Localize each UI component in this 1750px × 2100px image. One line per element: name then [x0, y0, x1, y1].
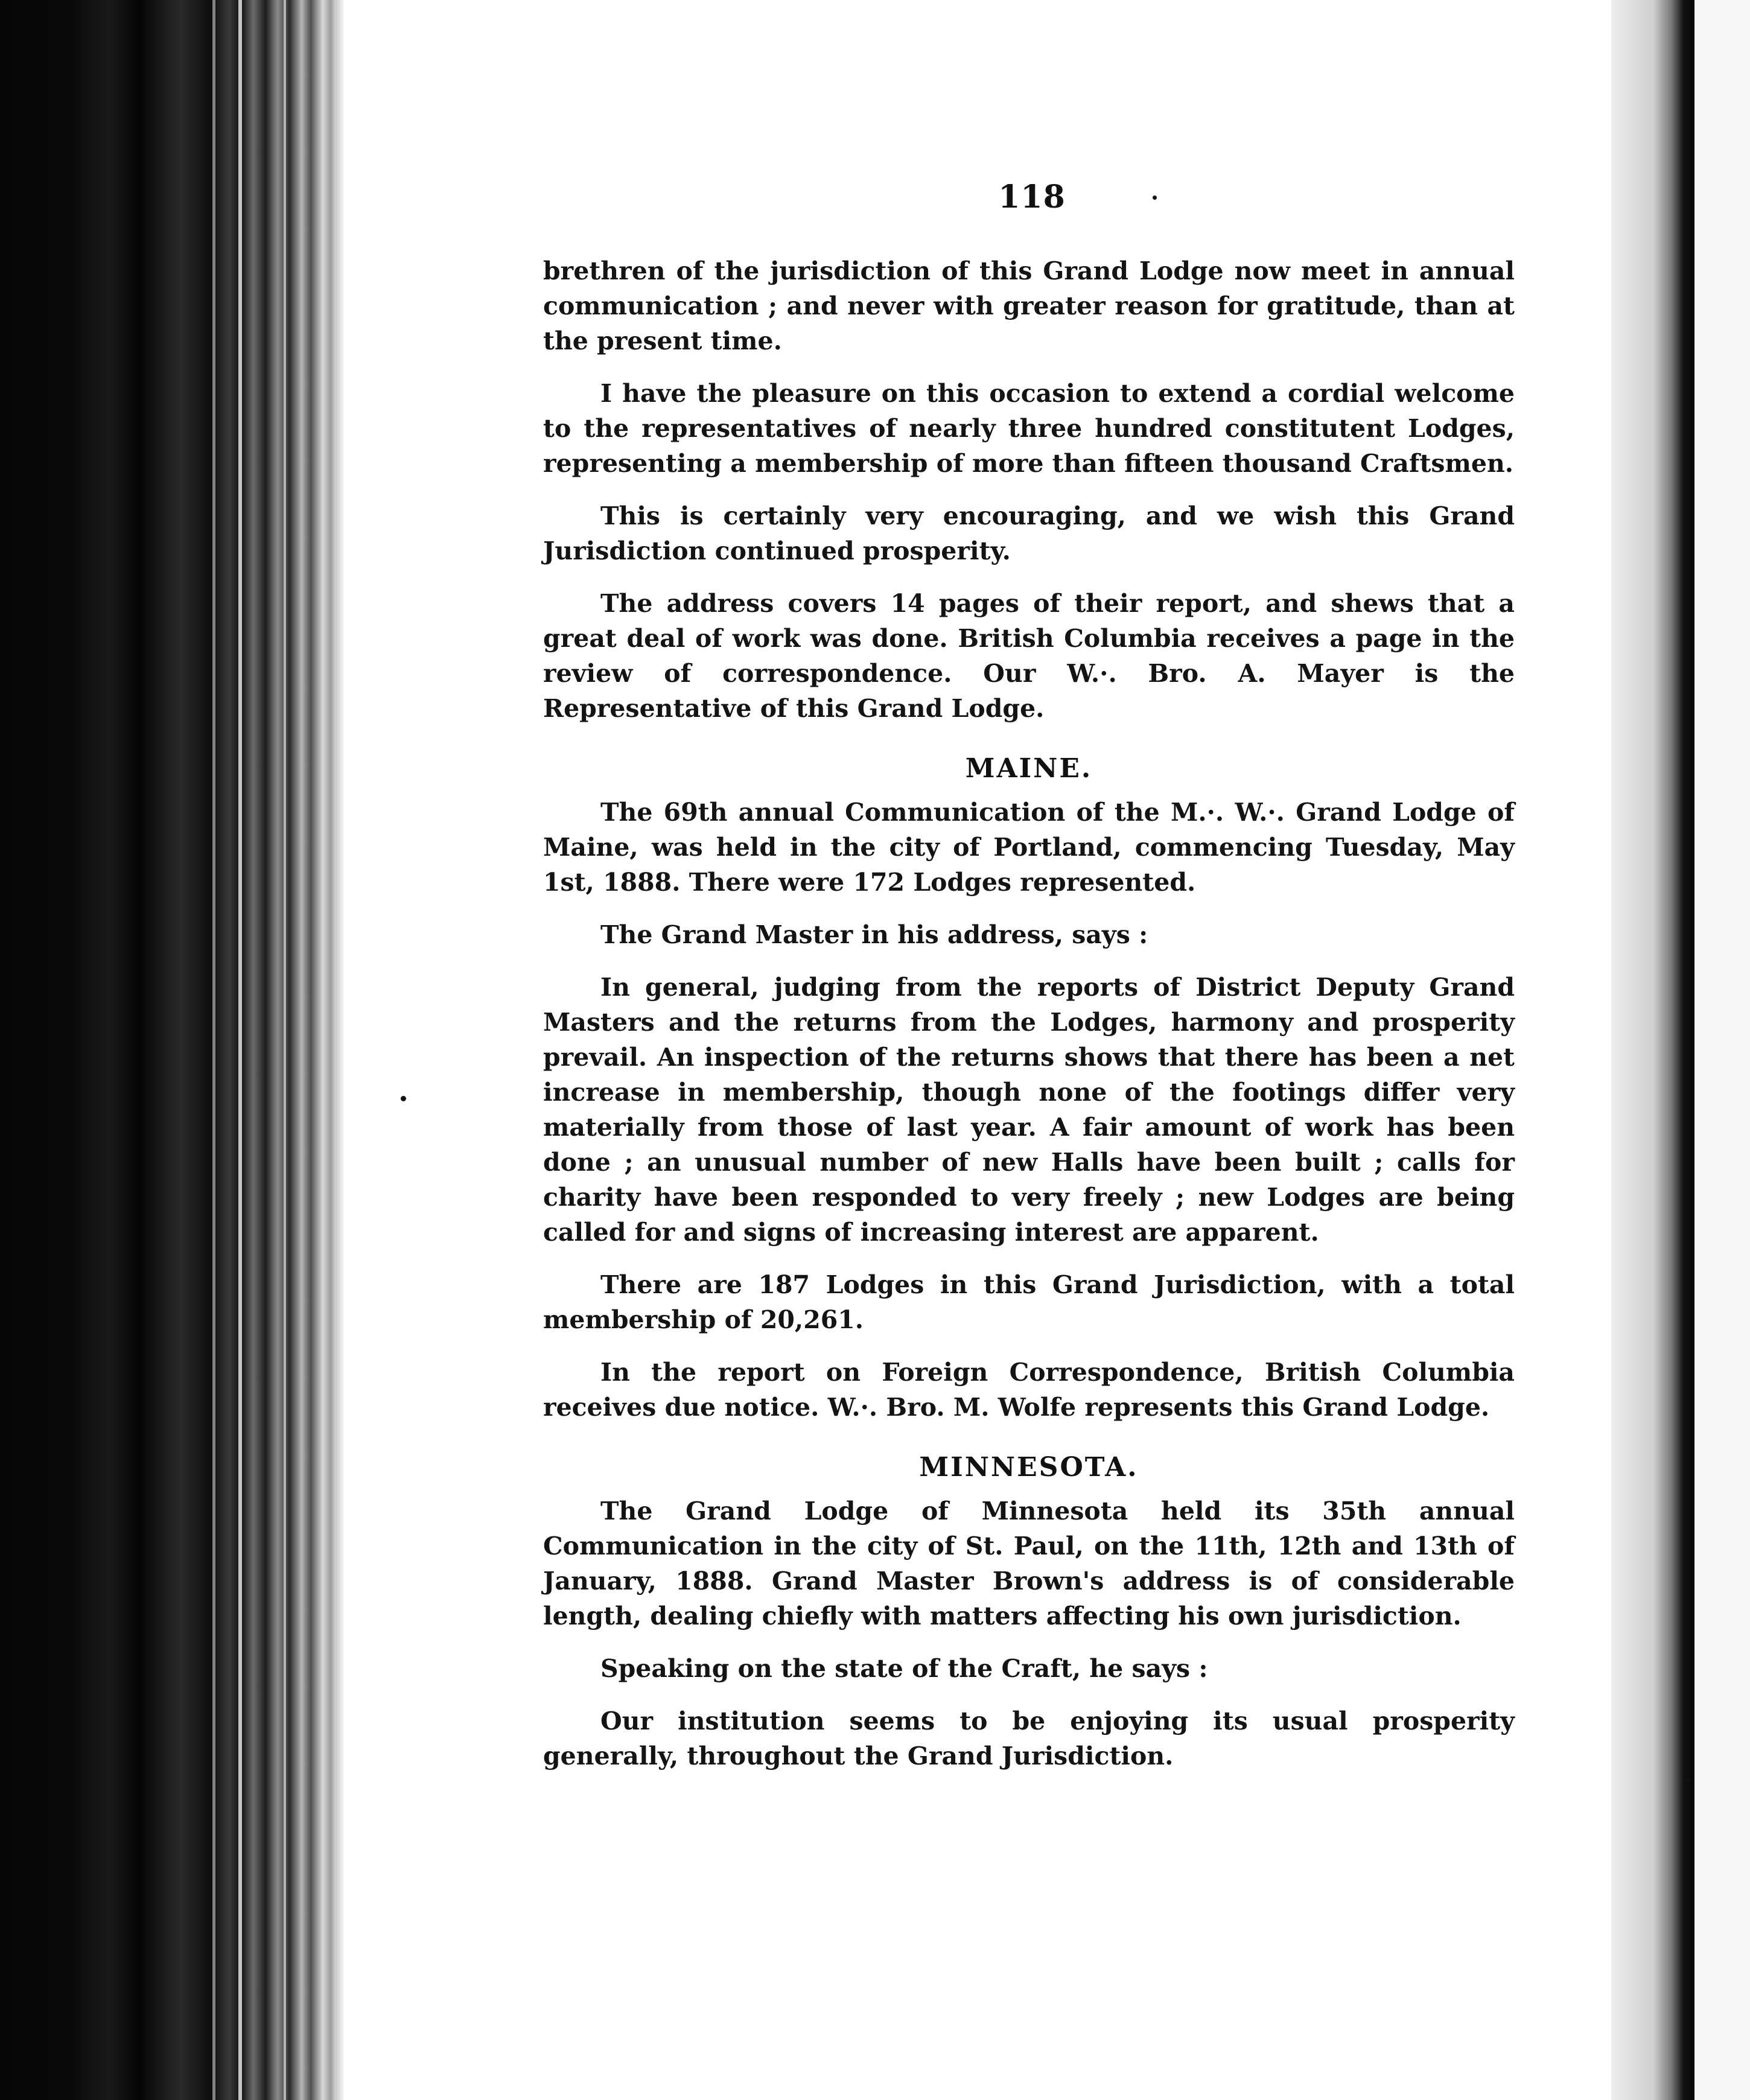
paragraph: brethren of the jurisdiction of this Grand Lodge now meet in annual communication ; and never with greater reason for gratitude, than at the present time. — [543, 256, 1515, 355]
paragraph: Speaking on the state of the Craft, he says : — [600, 1654, 1208, 1683]
paragraph: In the report on Foreign Correspondence, British Columbia receives due notice. W.·. Bro. M. Wolfe represents this Grand Lodge. — [543, 1358, 1515, 1422]
ink-speck — [401, 1096, 406, 1101]
spine-highlight — [238, 0, 242, 2100]
paragraph: I have the pleasure on this occasion to extend a cordial welcome to the representatives of nearly three hundred constitutent Lodges, representing a membership of more than fifteen thousand Craftsmen. — [543, 379, 1515, 478]
paragraph: The address covers 14 pages of their report, and shews that a great deal of work was done. British Columbia receives a page in the review of correspondence. Our W.·. Bro. A. Mayer is the Representative of this Grand Lodge. — [543, 589, 1515, 723]
page-edge-left — [336, 0, 344, 2100]
quoted-paragraph: In general, judging from the reports of District Deputy Grand Masters and the returns from the Lodges, harmony and prosperity prevail. An inspection of the returns shows that there has been a net increase in membership, though none of the footings differ very materially from those of last year. A fair amount of work has been done ; an unusual number of new Halls have been built ; calls for charity have been responded to very freely ; new Lodges are being called for and signs of increasing interest are apparent. — [543, 973, 1515, 1247]
spine-highlight — [284, 0, 286, 2100]
page-number: 118 — [998, 179, 1066, 215]
next-page-sliver — [1694, 0, 1750, 2100]
ink-speck — [1685, 996, 1688, 1000]
ink-speck — [1153, 196, 1157, 200]
paragraph: This is certainly very encouraging, and we wish this Grand Jurisdiction continued prosperity. — [543, 501, 1515, 565]
paragraph: The 69th annual Communication of the M.·. W.·. Grand Lodge of Maine, was held in the city of Portland, commencing Tuesday, May 1st, 1888. There were 172 Lodges represented. — [543, 798, 1515, 897]
body-text — [543, 253, 1515, 1791]
paragraph: There are 187 Lodges in this Grand Jurisdiction, with a total membership of 20,261. — [543, 1270, 1515, 1334]
paragraph: The Grand Master in his address, says : — [600, 920, 1148, 949]
paragraph: The Grand Lodge of Minnesota held its 35th annual Communication in the city of St. Paul, on the 11th, 12th and 13th of January, 1888. Grand Master Brown's address is of considerable length, dealing chiefly with matters affecting his own jurisdiction. — [543, 1497, 1515, 1631]
quoted-paragraph: Our institution seems to be enjoying its usual prosperity generally, throughout the Grand Jurisdiction. — [543, 1707, 1515, 1771]
ink-speck — [1686, 1778, 1690, 1783]
section-heading-maine: MAINE. — [965, 753, 1093, 784]
section-heading-minnesota: MINNESOTA. — [919, 1452, 1139, 1483]
book-spine — [0, 0, 338, 2100]
spine-highlight — [212, 0, 215, 2100]
